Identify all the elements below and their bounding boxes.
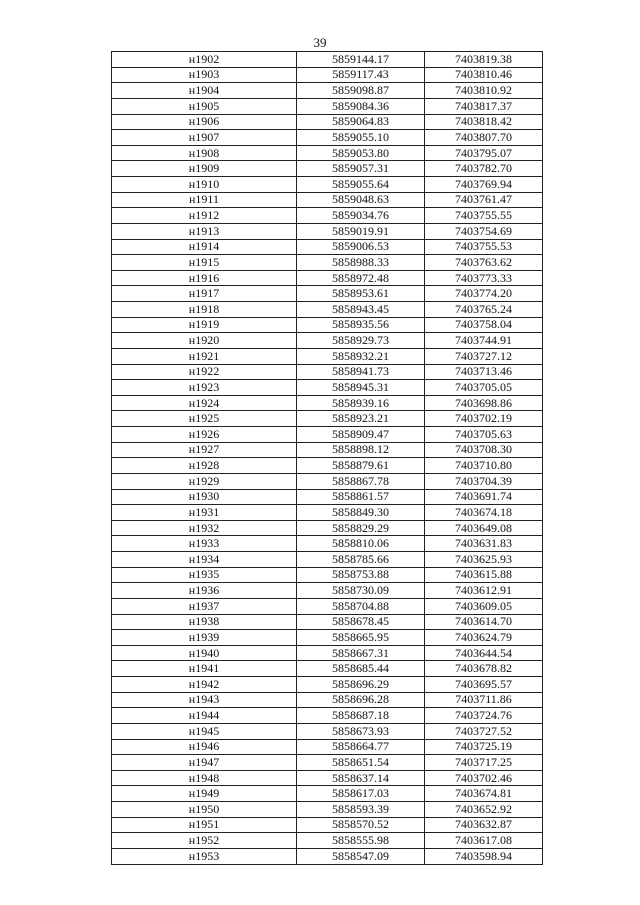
point-id-cell: н1953 [112,848,297,864]
point-id-cell: н1929 [112,473,297,489]
y-coordinate-cell: 7403652.92 [425,802,543,818]
y-coordinate-cell: 7403795.07 [425,145,543,161]
y-coordinate-cell: 7403755.53 [425,239,543,255]
y-coordinate-cell: 7403625.93 [425,552,543,568]
point-id-cell: н1921 [112,348,297,364]
x-coordinate-cell: 5858939.16 [297,395,425,411]
y-coordinate-cell: 7403617.08 [425,833,543,849]
point-id-cell: н1928 [112,458,297,474]
point-id-cell: н1937 [112,598,297,614]
point-id-cell: н1950 [112,802,297,818]
table-row [112,239,543,255]
y-coordinate-cell: 7403702.46 [425,770,543,786]
table-row [112,661,543,677]
point-id-cell: н1938 [112,614,297,630]
y-coordinate-cell: 7403727.12 [425,348,543,364]
table-row [112,411,543,427]
y-coordinate-cell: 7403810.92 [425,83,543,99]
point-id-cell: н1920 [112,333,297,349]
y-coordinate-cell: 7403674.81 [425,786,543,802]
point-id-cell: н1924 [112,395,297,411]
x-coordinate-cell: 5858730.09 [297,583,425,599]
table-row [112,505,543,521]
point-id-cell: н1936 [112,583,297,599]
y-coordinate-cell: 7403754.69 [425,223,543,239]
point-id-cell: н1941 [112,661,297,677]
x-coordinate-cell: 5859048.63 [297,192,425,208]
point-id-cell: н1939 [112,630,297,646]
table-row [112,364,543,380]
table-row [112,270,543,286]
point-id-cell: н1944 [112,708,297,724]
y-coordinate-cell: 7403758.04 [425,317,543,333]
point-id-cell: н1916 [112,270,297,286]
x-coordinate-cell: 5859055.10 [297,130,425,146]
table-row [112,98,543,114]
table-row [112,395,543,411]
x-coordinate-cell: 5859057.31 [297,161,425,177]
point-id-cell: н1933 [112,536,297,552]
x-coordinate-cell: 5859006.53 [297,239,425,255]
table-row [112,348,543,364]
y-coordinate-cell: 7403614.70 [425,614,543,630]
y-coordinate-cell: 7403705.05 [425,380,543,396]
table-row [112,489,543,505]
y-coordinate-cell: 7403631.83 [425,536,543,552]
table-row [112,692,543,708]
x-coordinate-cell: 5858879.61 [297,458,425,474]
point-id-cell: н1908 [112,145,297,161]
x-coordinate-cell: 5858953.61 [297,286,425,302]
x-coordinate-cell: 5858617.03 [297,786,425,802]
x-coordinate-cell: 5859034.76 [297,208,425,224]
table-row [112,380,543,396]
table-row [112,817,543,833]
point-id-cell: н1951 [112,817,297,833]
y-coordinate-cell: 7403761.47 [425,192,543,208]
x-coordinate-cell: 5859064.83 [297,114,425,130]
x-coordinate-cell: 5858943.45 [297,302,425,318]
point-id-cell: н1940 [112,645,297,661]
table-row [112,723,543,739]
x-coordinate-cell: 5858753.88 [297,567,425,583]
y-coordinate-cell: 7403773.33 [425,270,543,286]
x-coordinate-cell: 5858941.73 [297,364,425,380]
page-number: 39 [313,35,327,50]
table-row [112,848,543,864]
x-coordinate-cell: 5858829.29 [297,520,425,536]
x-coordinate-cell: 5859055.64 [297,177,425,193]
point-id-cell: н1922 [112,364,297,380]
table-row [112,145,543,161]
y-coordinate-cell: 7403598.94 [425,848,543,864]
y-coordinate-cell: 7403763.62 [425,255,543,271]
table-row [112,114,543,130]
x-coordinate-cell: 5858909.47 [297,427,425,443]
y-coordinate-cell: 7403609.05 [425,598,543,614]
x-coordinate-cell: 5858593.39 [297,802,425,818]
y-coordinate-cell: 7403818.42 [425,114,543,130]
table-row [112,598,543,614]
point-id-cell: н1919 [112,317,297,333]
y-coordinate-cell: 7403632.87 [425,817,543,833]
point-id-cell: н1926 [112,427,297,443]
x-coordinate-cell: 5859084.36 [297,98,425,114]
y-coordinate-cell: 7403727.52 [425,723,543,739]
y-coordinate-cell: 7403705.63 [425,427,543,443]
x-coordinate-cell: 5858935.56 [297,317,425,333]
table-row [112,333,543,349]
x-coordinate-cell: 5859144.17 [297,52,425,68]
y-coordinate-cell: 7403612.91 [425,583,543,599]
y-coordinate-cell: 7403769.94 [425,177,543,193]
point-id-cell: н1905 [112,98,297,114]
x-coordinate-cell: 5858678.45 [297,614,425,630]
table-row [112,473,543,489]
point-id-cell: н1925 [112,411,297,427]
table-row [112,161,543,177]
table-row [112,317,543,333]
point-id-cell: н1911 [112,192,297,208]
x-coordinate-cell: 5858637.14 [297,770,425,786]
y-coordinate-cell: 7403755.55 [425,208,543,224]
point-id-cell: н1945 [112,723,297,739]
x-coordinate-cell: 5858785.66 [297,552,425,568]
y-coordinate-cell: 7403708.30 [425,442,543,458]
x-coordinate-cell: 5858972.48 [297,270,425,286]
y-coordinate-cell: 7403724.76 [425,708,543,724]
table-row [112,458,543,474]
x-coordinate-cell: 5858923.21 [297,411,425,427]
x-coordinate-cell: 5859098.87 [297,83,425,99]
point-id-cell: н1931 [112,505,297,521]
x-coordinate-cell: 5858555.98 [297,833,425,849]
table-row [112,567,543,583]
table-row [112,614,543,630]
x-coordinate-cell: 5858687.18 [297,708,425,724]
table-row [112,442,543,458]
table-row [112,427,543,443]
table-row [112,630,543,646]
x-coordinate-cell: 5858849.30 [297,505,425,521]
y-coordinate-cell: 7403624.79 [425,630,543,646]
point-id-cell: н1952 [112,833,297,849]
table-row [112,67,543,83]
point-id-cell: н1948 [112,770,297,786]
x-coordinate-cell: 5858696.29 [297,677,425,693]
table-row [112,255,543,271]
y-coordinate-cell: 7403691.74 [425,489,543,505]
x-coordinate-cell: 5859117.43 [297,67,425,83]
y-coordinate-cell: 7403615.88 [425,567,543,583]
table-row [112,770,543,786]
point-id-cell: н1934 [112,552,297,568]
x-coordinate-cell: 5858667.31 [297,645,425,661]
table-row [112,520,543,536]
point-id-cell: н1930 [112,489,297,505]
table-row [112,739,543,755]
y-coordinate-cell: 7403807.70 [425,130,543,146]
y-coordinate-cell: 7403774.20 [425,286,543,302]
point-id-cell: н1907 [112,130,297,146]
point-id-cell: н1949 [112,786,297,802]
x-coordinate-cell: 5858570.52 [297,817,425,833]
table-row [112,52,543,68]
x-coordinate-cell: 5858673.93 [297,723,425,739]
point-id-cell: н1935 [112,567,297,583]
table-row [112,786,543,802]
point-id-cell: н1906 [112,114,297,130]
point-id-cell: н1914 [112,239,297,255]
table-row [112,192,543,208]
x-coordinate-cell: 5858932.21 [297,348,425,364]
table-row [112,583,543,599]
point-id-cell: н1913 [112,223,297,239]
point-id-cell: н1942 [112,677,297,693]
coordinates-table-body [112,52,543,865]
x-coordinate-cell: 5858867.78 [297,473,425,489]
y-coordinate-cell: 7403717.25 [425,755,543,771]
x-coordinate-cell: 5858547.09 [297,848,425,864]
x-coordinate-cell: 5858696.28 [297,692,425,708]
y-coordinate-cell: 7403644.54 [425,645,543,661]
x-coordinate-cell: 5858929.73 [297,333,425,349]
x-coordinate-cell: 5858945.31 [297,380,425,396]
y-coordinate-cell: 7403695.57 [425,677,543,693]
point-id-cell: н1902 [112,52,297,68]
x-coordinate-cell: 5858664.77 [297,739,425,755]
x-coordinate-cell: 5858988.33 [297,255,425,271]
table-row [112,286,543,302]
x-coordinate-cell: 5858651.54 [297,755,425,771]
table-row [112,708,543,724]
point-id-cell: н1909 [112,161,297,177]
point-id-cell: н1932 [112,520,297,536]
x-coordinate-cell: 5859019.91 [297,223,425,239]
table-row [112,83,543,99]
y-coordinate-cell: 7403817.37 [425,98,543,114]
y-coordinate-cell: 7403702.19 [425,411,543,427]
x-coordinate-cell: 5858861.57 [297,489,425,505]
table-row [112,130,543,146]
point-id-cell: н1943 [112,692,297,708]
y-coordinate-cell: 7403704.39 [425,473,543,489]
table-row [112,677,543,693]
y-coordinate-cell: 7403649.08 [425,520,543,536]
point-id-cell: н1918 [112,302,297,318]
y-coordinate-cell: 7403674.18 [425,505,543,521]
y-coordinate-cell: 7403678.82 [425,661,543,677]
y-coordinate-cell: 7403710.80 [425,458,543,474]
table-row [112,536,543,552]
y-coordinate-cell: 7403810.46 [425,67,543,83]
point-id-cell: н1915 [112,255,297,271]
table-row [112,552,543,568]
point-id-cell: н1910 [112,177,297,193]
point-id-cell: н1912 [112,208,297,224]
y-coordinate-cell: 7403725.19 [425,739,543,755]
y-coordinate-cell: 7403698.86 [425,395,543,411]
y-coordinate-cell: 7403819.38 [425,52,543,68]
y-coordinate-cell: 7403765.24 [425,302,543,318]
y-coordinate-cell: 7403713.46 [425,364,543,380]
point-id-cell: н1946 [112,739,297,755]
x-coordinate-cell: 5859053.80 [297,145,425,161]
point-id-cell: н1923 [112,380,297,396]
table-row [112,208,543,224]
x-coordinate-cell: 5858810.06 [297,536,425,552]
point-id-cell: н1917 [112,286,297,302]
table-row [112,302,543,318]
x-coordinate-cell: 5858704.88 [297,598,425,614]
y-coordinate-cell: 7403711.86 [425,692,543,708]
table-row [112,802,543,818]
point-id-cell: н1947 [112,755,297,771]
table-row [112,223,543,239]
x-coordinate-cell: 5858685.44 [297,661,425,677]
table-row [112,833,543,849]
x-coordinate-cell: 5858898.12 [297,442,425,458]
point-id-cell: н1904 [112,83,297,99]
y-coordinate-cell: 7403782.70 [425,161,543,177]
coordinates-table [111,51,543,865]
table-row [112,755,543,771]
point-id-cell: н1903 [112,67,297,83]
y-coordinate-cell: 7403744.91 [425,333,543,349]
table-row [112,177,543,193]
table-row [112,645,543,661]
point-id-cell: н1927 [112,442,297,458]
x-coordinate-cell: 5858665.95 [297,630,425,646]
